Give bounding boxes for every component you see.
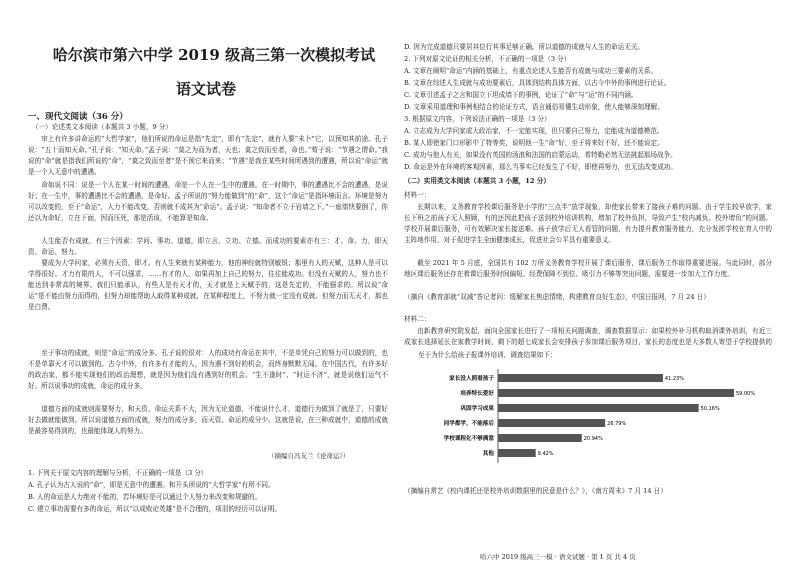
chart-bar bbox=[498, 434, 582, 442]
exam-subtitle: 语文试卷 bbox=[176, 80, 237, 98]
survey-bar-chart-svg bbox=[400, 365, 776, 475]
chart-value-label: 59.00% bbox=[736, 391, 756, 397]
question-3-option-c[interactable]: C. 成功与他人有关，如果没有英国的汤浪和法国的启蒙运动，希特勒必然无法挑起那场战争。 bbox=[404, 151, 677, 159]
passage-paragraph-6: 道德方面的成就则需要努力，和天资、命运关系不大，因为无论道德，不能说什么才，道德行为做到了就是了，只要好好去做就能做到。所以说道德方面的成就，努力的成分多，而天资、命运的成分少。这就是说，在三种成就中，道德的成就是最容易得到的，也最能体现人的努力。 bbox=[28, 405, 388, 436]
chart-bar bbox=[498, 374, 663, 382]
chart-bar bbox=[498, 389, 734, 397]
question-3-stem: 3. 根据原文内容，下列说法正确的一项是（3 分） bbox=[404, 115, 551, 123]
chart-bar bbox=[498, 449, 536, 457]
chart-category-label: 培养特长爱好 bbox=[460, 391, 494, 397]
question-2-option-d[interactable]: D. 文章采用道理和事例相结合的论证方式，语言通俗易懂生动形象，使人能够深刻理解。 bbox=[404, 103, 664, 111]
material-2-paragraph: 由新教育研究院发起，面向全国家长进行了一项相关问题调查，调查数据显示：如果校外补习机构取消课外培训，有近三成家长选择延长在家教学时间，剩下的超七成家长会安排孩子参加课后服务项目，家长的态度也是大多数人寄望于学校提供的 bbox=[404, 327, 772, 347]
chart-value-label: 20.94% bbox=[583, 436, 603, 442]
passage-paragraph-2: 命如说不同：说是一个人在某一时间的遭遇，命是一个人在一生中的遭遇。在一时期中，事的遭遇比不会的遭遇，是说好；在一生中，事的遭遇比不会的遭遇，是命好。孟子所说的“努力能做到”的“命”，这个“命运”是指环境而言。环境是努力可以改变的，至于“命运”，人力不能改变，否则就不成其为“命运”。孟子说：“知命者不立于岩墙之下。”一座墙快要倒了，你还以为命好，立在下面，因而压死，那是活该，不能算是知命。 bbox=[28, 181, 388, 223]
passage-source: （摘编自冯友兰《论命运》） bbox=[268, 452, 350, 460]
material-2-label: 材料二： bbox=[404, 315, 431, 323]
question-3-option-a[interactable]: A. 立志成为大学问家或大政治家，不一定能实现，但只要自己努力，定能成为道德模范。 bbox=[404, 127, 664, 135]
chart-value-label: 26.79% bbox=[607, 421, 627, 427]
subsection-heading-2: （二）实用类文本阅读（本题共 3 小题，12 分） bbox=[404, 177, 550, 185]
material-1-source: （摘自《教育部就“双减”答记者问：缓解家长焦虑情绪，构建教育良好生态》，中国日报网，7 月 24 日） bbox=[404, 293, 710, 301]
chart-category-label: 同学都学，不能落后 bbox=[443, 421, 494, 427]
chart-category-label: 家长没人照看孩子 bbox=[449, 376, 494, 382]
section-heading-1: 一、现代文阅读（36 分） bbox=[28, 112, 128, 122]
question-1-stem: 1. 下列关于原文内容的理解与分析，不正确的一项是（3 分） bbox=[28, 469, 208, 477]
passage-paragraph-4: 要成为大学问家，必须有天资，即才。有人生来就有某种能力，他的神经就特别敏锐；那里有人的天赋，这种人是可以学得很好。才力有限的人，不可以强求，……有才的人，如果再加上自己的努力，往往能成功。但没有天赋的人，努力也不能达到非常高的境界。我们只能承认，有些人是有天才的，天才就是上天赋予的，这是先定的，不能强求的。所以说“命运”是不能由努力而得的，但努力却能帮助人取得某种成就，在某种程度上，不努力就一定没有成就。但努力而无天才，那也是白费。 bbox=[28, 259, 388, 312]
right-column bbox=[404, 0, 776, 567]
chart-value-label: 9.42% bbox=[537, 451, 554, 457]
material-1-paragraph-1: 长期以来，义务教育学校课后服务是小学的“三点半”放学现象，却使家长带来了接孩子难的问题。由于学生较早放学，家长下班之前孩子无人照顾，有的还因此把孩子送到校外培训机构，增加了校外负担，导致产生“校内减负、校外增负”的问题。学校开展课后服务，可有效解决家长接送难、孩子放学后无人看管的问题，有力提升教育服务能力，充分发挥学校在育人中的主阵地作用，对于促进学生全面健康成长，促进社会公平具有重要意义。 bbox=[404, 203, 772, 245]
question-2-option-b[interactable]: B. 文章在综述人生成就与成功要素后，具体到结构具体方面，以古今中外的事例进行论证。 bbox=[404, 79, 671, 87]
chart-value-label: 50.16% bbox=[700, 406, 720, 412]
question-2-option-c[interactable]: C. 文章引述孟子之言和国立下坦成墙下的事例，论证了“命”与“运”的不同内涵。 bbox=[404, 91, 638, 99]
chart-category-label: 其他 bbox=[482, 451, 494, 457]
question-3-option-b[interactable]: B. 某人即使家门口形影中了特等奖，说明他一生“命”好，至于将来好不好，还不能说定。 bbox=[404, 139, 664, 147]
passage-paragraph-3: 人生能否有成就，有三个因素：学问、事功、道德，即立言、立功、立德。而成功的要素亦有三：才、命、力，即天资、命运、努力。 bbox=[28, 237, 388, 257]
chart-bar bbox=[498, 419, 605, 427]
chart-caption: 至于为什么给孩子报课外培训，调查结果如下： bbox=[418, 351, 557, 359]
question-1-option-c[interactable]: C. 建立事功需要有多的命运，所以“以成败论英雄”是不合理的，项羽的经历可以证明。 bbox=[28, 505, 282, 513]
exam-title: 哈尔滨市第六中学 2019 级高三第一次模拟考试 bbox=[52, 46, 376, 64]
question-2-option-a[interactable]: A. 文章在阐明“命运”内涵的基础上，有重点论述人生能否有成就与成功三要素的关系。 bbox=[404, 67, 658, 75]
question-3-option-d[interactable]: D. 命运是外在环境的客观因素，那么当事实已经发生了不好，即使再努力，也无法改变成功。 bbox=[404, 163, 677, 171]
chart-category-label: 巩固学习成果 bbox=[460, 406, 494, 412]
chart-bar bbox=[498, 404, 699, 412]
chart-value-label: 41.23% bbox=[664, 376, 684, 382]
chart-category-label: 学校课程化不够满意 bbox=[443, 436, 494, 442]
subsection-heading-1: （一）论述类文本阅读（本题共 3 小题，9 分） bbox=[32, 123, 172, 131]
material-1-label: 材料一： bbox=[404, 191, 431, 199]
passage-paragraph-1: 审上有许多讲命运的“大哲学家”，他们所说的命运是指“先定”，即有“先定”，就有人要“未卜”它，以预知其前途。孔子说：“五十而知天命。”孔子说：“知天命。”孟子说：“莫之为而为者，天也；莫之致而至者，命也。”荀子说：“节遇之谓命。”我说的“命”就是指我们所说的“命”，“莫之致而至者”是不预它来而来；“节遇”是我在某些时间所遇到的遭遇，所以说“命运”就是一个人无意中的遭遇。 bbox=[28, 135, 388, 177]
question-1-option-a[interactable]: A. 孔子认为古人说的“命”，即是无意中的遭遇。和开头所说的“大哲学家”有所不同。 bbox=[28, 481, 275, 489]
material-2-source: （摘编自常艺《校内课托还是校外培训数据里的民意是什么？》，《南方周末》7 月 14 日） bbox=[404, 487, 667, 495]
question-2-stem: 2. 下列对原文论证的相关分析，不正确的一项是（3 分） bbox=[404, 55, 571, 63]
page-footer: 哈六中 2019 级高三一模 · 语文试题 · 第 1 页 共 4 页 bbox=[480, 553, 636, 561]
passage-paragraph-5: 至于事功的成就，则是“命运”的成分多。孔子说的很对：人的成功有命运在其中，不是单凭自己的努力可以做到的，也不是单靠天才可以做到的。古今中外，有许多有才能的人，因为遇不到好的机会，而终身默默无闻。在中国古代，有许多好的政治家，都不能实现他们的政治理想，就是因为他们没有遇到好的机会。“生不逢时”、“时运不济”，就是说他们运气不好。所以说事功的成就，命运的成分多。 bbox=[28, 349, 388, 391]
left-column bbox=[28, 0, 390, 567]
question-1-option-d[interactable]: D. 因为完成道德只要居其位行其事足够正确。所以道德的成就与人生的命运无关。 bbox=[404, 43, 645, 51]
survey-bar-chart bbox=[400, 365, 776, 475]
question-1-option-b[interactable]: B. 人的命运是人力绝对不能的，若环境好是可以通过个人努力来改变和规避的。 bbox=[28, 493, 262, 501]
material-1-paragraph-2: 截至 2021 年 5 月底，全国共有 102 万所义务教育学校开展了课后服务，课后服务工作取得重要进展。与此同时，部分地区课后服务还存在着课后服务时间偏短、经费保障不到位、吸引力不够等突出问题，需要进一步加大工作力度。 bbox=[404, 259, 772, 279]
